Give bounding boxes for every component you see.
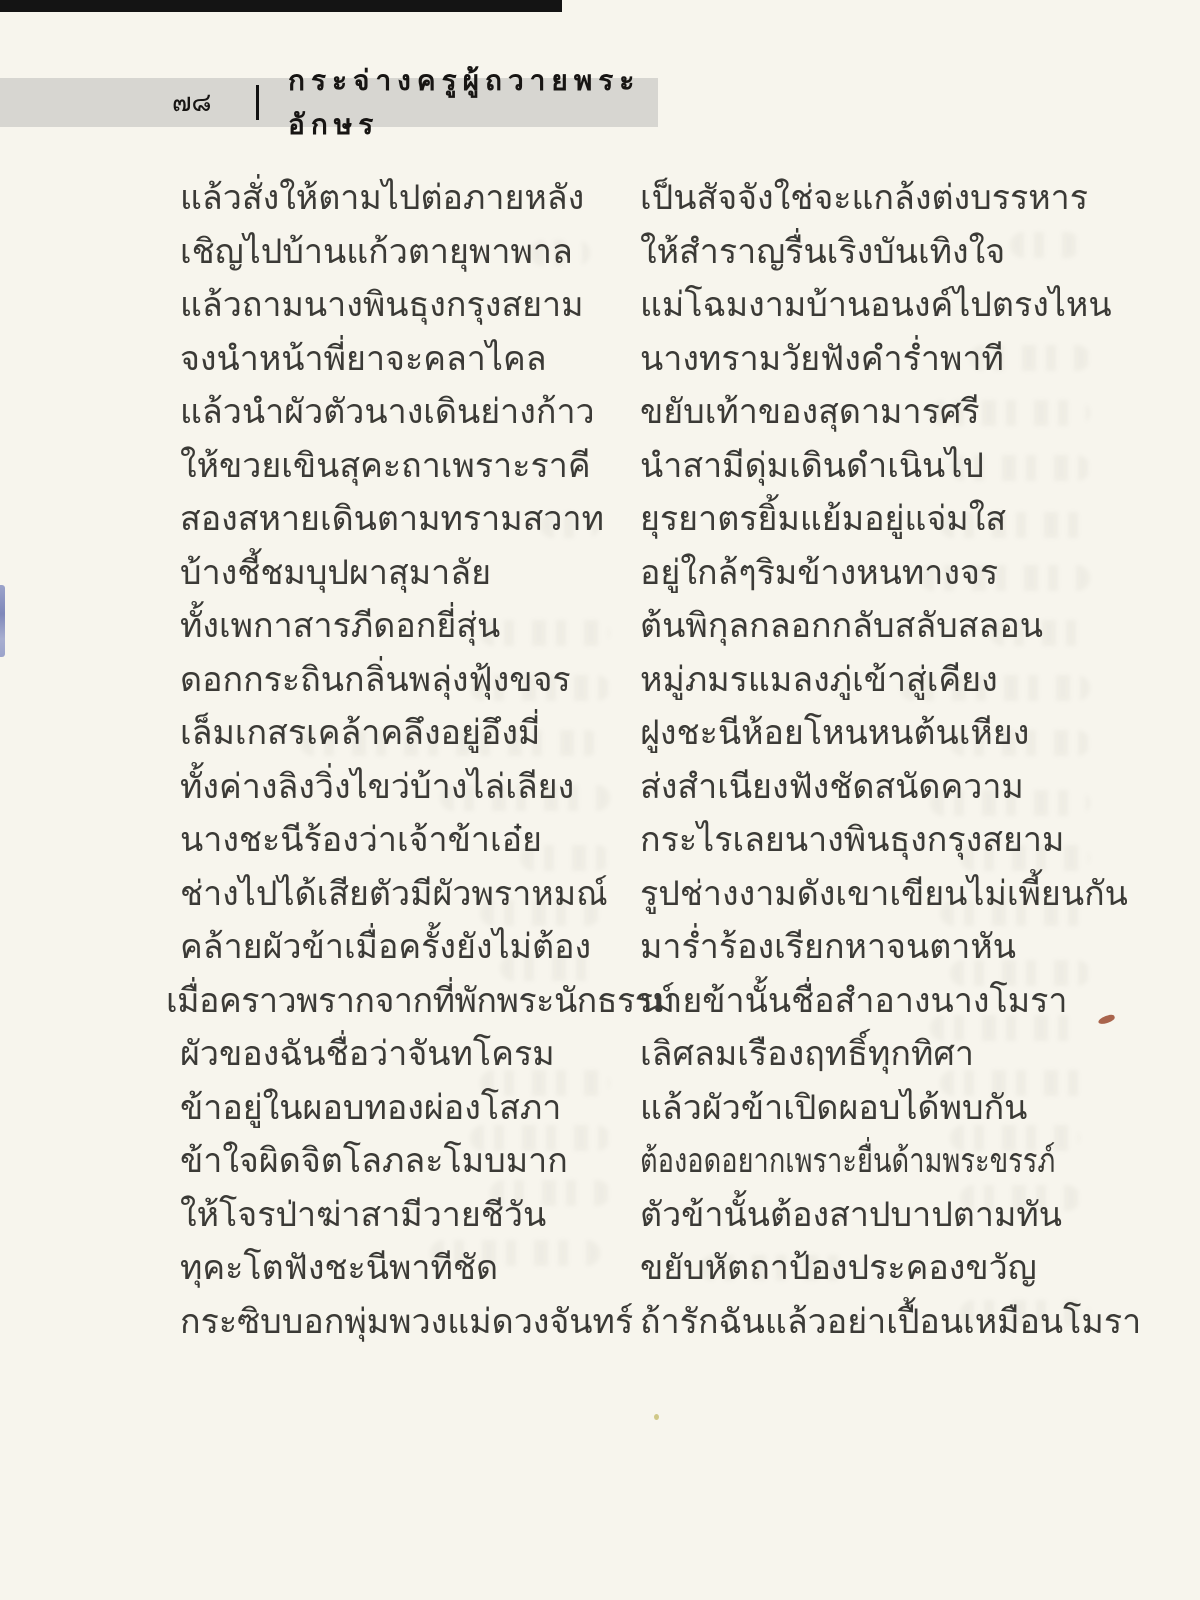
verse-line: แล้วสั่งให้ตามไปต่อภายหลัง xyxy=(180,179,585,217)
verse-line: แล้วผัวข้าเปิดผอบได้พบกัน xyxy=(640,1088,1028,1127)
verse-line: ขยับหัตถาป้องประคองขวัญ xyxy=(640,1249,1037,1287)
verse-line: ผัวของฉันชื่อว่าจันทโครม xyxy=(180,1035,555,1073)
verse-line: นางทรามวัยฟังคำร่ำพาที xyxy=(640,339,1004,378)
verse-line: เชิญไปบ้านแก้วตายุพาพาล xyxy=(180,232,573,271)
verse-line: ข้าอยู่ในผอบทองผ่องโสภา xyxy=(180,1088,562,1127)
verse-line: กระซิบบอกพุ่มพวงแม่ดวงจันทร์ xyxy=(180,1302,634,1341)
chapter-title: กระจ่างครูผู้ถวายพระอักษร xyxy=(288,64,641,140)
verse-line: เล็มเกสรเคล้าคลึงอยู่อึงมี่ xyxy=(180,714,541,752)
verse-line: ตัวข้านั้นต้องสาปบาปตามทัน xyxy=(640,1195,1063,1234)
verse-line: ช่างไปได้เสียตัวมีผัวพราหมณ์ xyxy=(180,874,608,913)
verse-line: ขยับเท้าของสุดามารศรี xyxy=(640,393,980,431)
verse-line: จงนำหน้าพี่ยาจะคลาไคล xyxy=(180,339,547,378)
page-header-bar xyxy=(0,64,658,140)
verse-line: ข้าใจผิดจิตโลภละโมบมาก xyxy=(180,1142,568,1180)
scan-edge-strip xyxy=(0,0,562,12)
verse-line: เมื่อคราวพรากจากที่พักพระนักธรรม์ xyxy=(166,981,675,1020)
poem-column-left xyxy=(166,172,675,1349)
verse-line: หมู่ภมรแมลงภู่เข้าสู่เคียง xyxy=(640,660,998,699)
verse-line: ส่งสำเนียงฟังชัดสนัดความ xyxy=(640,767,1024,806)
verse-line: คล้ายผัวข้าเมื่อครั้งยังไม่ต้อง xyxy=(180,928,592,966)
verse-line: ให้ขวยเขินสุคะถาเพราะราคี xyxy=(180,446,591,485)
verse-line: แล้วนำผัวตัวนางเดินย่างก้าว xyxy=(180,393,595,431)
verse-line: แล้วถามนางพินธุงกรุงสยาม xyxy=(180,286,584,324)
verse-line: ต้องอดอยากเพราะยื่นด้ามพระขรรภ์ xyxy=(640,1142,1056,1180)
verse-line: นางชะนีร้องว่าเจ้าข้าเอ๋ย xyxy=(180,821,542,859)
verse-line: บ้างชี้ชมบุปผาสุมาลัย xyxy=(180,553,492,592)
verse-line: ยุรยาตรยิ้มแย้มอยู่แจ่มใส xyxy=(640,500,1007,538)
scan-speck-yellow xyxy=(654,1414,659,1420)
verse-line: แม่โฉมงามบ้านอนงค์ไปตรงไหน xyxy=(640,286,1112,324)
verse-line: อยู่ใกล้ๆริมข้างหนทางจร xyxy=(640,553,999,592)
verse-line: สองสหายเดินตามทรามสวาท xyxy=(180,500,605,538)
verse-line: เลิศลมเรืองฤทธิ์ทุกทิศา xyxy=(640,1035,975,1073)
verse-line: มาร่ำร้องเรียกหาจนตาหัน xyxy=(640,928,1017,966)
verse-line: ทั้งค่างลิงวิ่งไขว่บ้างไล่เลียง xyxy=(180,767,575,806)
verse-line: ดอกกระถินกลิ่นพลุ่งฟุ้งขจร xyxy=(180,660,571,699)
verse-line: ให้โจรป่าฆ่าสามีวายชีวัน xyxy=(180,1195,547,1234)
verse-line: นายข้านั้นชื่อสำอางนางโมรา xyxy=(640,981,1068,1020)
header-divider xyxy=(256,85,259,120)
page-number: ๗๘ xyxy=(172,87,212,117)
verse-line: ทุคะโตฟังชะนีพาทีชัด xyxy=(180,1249,499,1287)
verse-line: ทั้งเพกาสารภีดอกยี่สุ่น xyxy=(180,607,501,645)
verse-line: ต้นพิกุลกลอกกลับสลับสลอน xyxy=(640,607,1044,645)
poem-column-right xyxy=(640,172,1160,1349)
verse-line: นำสามีดุ่มเดินดำเนินไป xyxy=(640,446,984,485)
verse-line: กระไรเลยนางพินธุงกรุงสยาม xyxy=(640,821,1065,859)
verse-line: ถ้ารักฉันแล้วอย่าเปื้อนเหมือนโมรา xyxy=(640,1302,1142,1341)
verse-line: เป็นสัจจังใช่จะแกล้งต่งบรรหาร xyxy=(640,179,1088,217)
verse-line: ให้สำราญรื่นเริงบันเทิงใจ xyxy=(640,232,1006,271)
verse-line: ฝูงชะนีห้อยโหนหนต้นเหียง xyxy=(640,714,1030,752)
verse-line: รูปช่างงามดังเขาเขียนไม่เพี้ยนกัน xyxy=(640,874,1128,913)
scan-smudge-blue xyxy=(0,585,5,657)
